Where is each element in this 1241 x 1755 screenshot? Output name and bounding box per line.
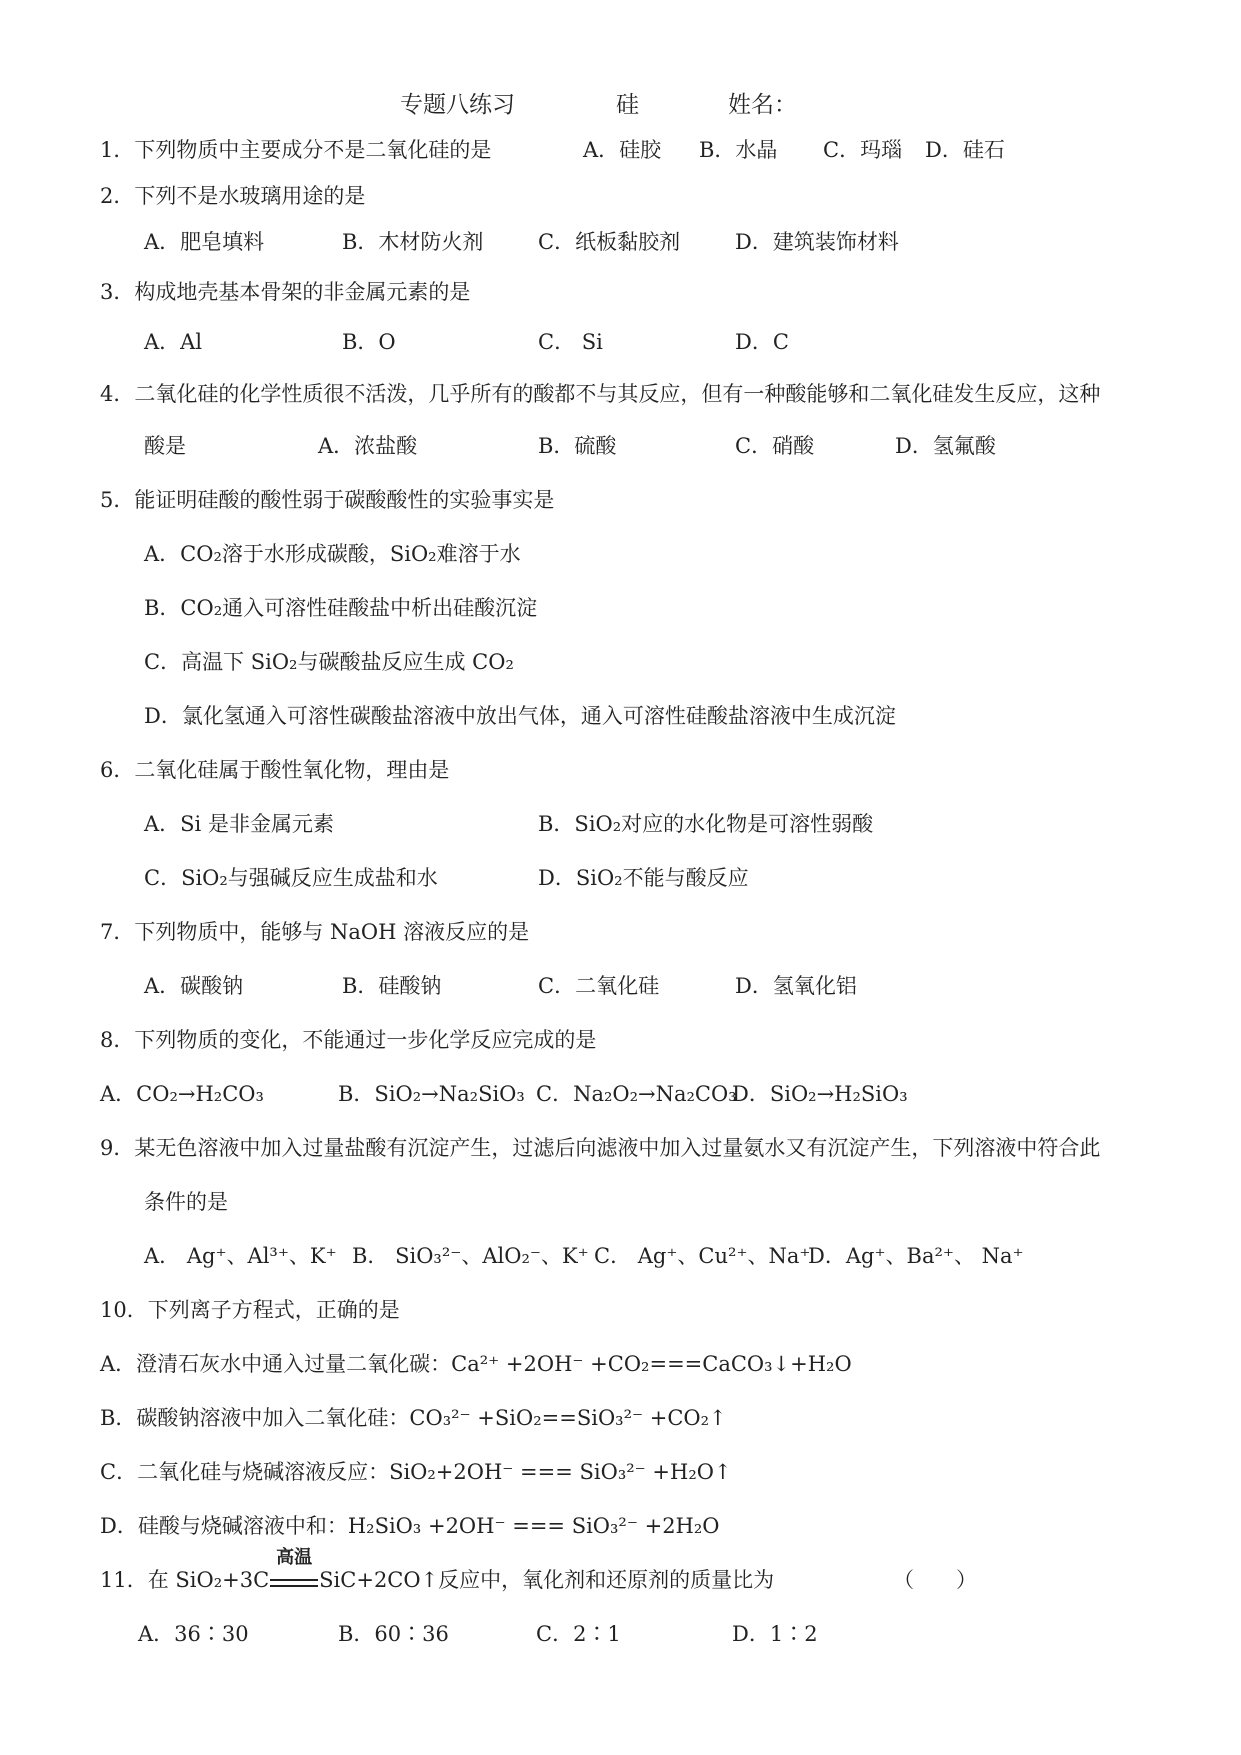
question-6-option-a: A．Si 是非金属元素 (144, 812, 334, 836)
question-10-option-a: A．澄清石灰水中通入过量二氧化碳：Ca²⁺ +2OH⁻ +CO₂===CaCO₃↓+H₂O (100, 1352, 852, 1376)
question-9-stem: 9．某无色溶液中加入过量盐酸有沉淀产生，过滤后向滤液中加入过量氨水又有沉淀产生，下列溶液中符合此 (100, 1136, 1101, 1160)
question-9-option-b: B． SiO₃²⁻、AlO₂⁻、K⁺ (352, 1244, 589, 1268)
question-1-option-a: A．硅胶 (583, 138, 662, 162)
reaction-condition (269, 1547, 319, 1594)
question-1-option-b: B．水晶 (699, 138, 778, 162)
question-9-stem-continued: 条件的是 (144, 1190, 228, 1214)
question-1-option-d: D．硅石 (925, 138, 1005, 162)
question-8-option-a: A．CO₂→H₂CO₃ (100, 1082, 264, 1106)
question-11-option-c: C．2∶1 (536, 1622, 621, 1646)
double-bar-equals-icon (270, 1579, 318, 1587)
worksheet-title: 专题八练习 (400, 92, 515, 118)
question-6-stem: 6．二氧化硅属于酸性氧化物，理由是 (100, 758, 450, 782)
question-7-option-d: D．氢氧化铝 (735, 974, 857, 998)
question-4-option-c: C．硝酸 (735, 434, 815, 458)
question-1-option-c: C．玛瑙 (823, 138, 903, 162)
question-11-option-b: B．60∶36 (338, 1622, 449, 1646)
question-9-option-a: A． Ag⁺、Al³⁺、K⁺ (144, 1244, 337, 1268)
question-4-option-d: D．氢氟酸 (895, 434, 996, 458)
question-4-stem: 4．二氧化硅的化学性质很不活泼，几乎所有的酸都不与其反应，但有一种酸能够和二氧化硅发生反应，这种 (100, 382, 1101, 406)
question-7-option-c: C．二氧化硅 (538, 974, 660, 998)
question-2-option-a: A．肥皂填料 (144, 230, 265, 254)
name-label: 姓名： (728, 92, 797, 118)
question-1-stem: 1．下列物质中主要成分不是二氧化硅的是 (100, 138, 492, 162)
question-4-option-a: A．浓盐酸 (318, 434, 418, 458)
worksheet-topic: 硅 (616, 92, 639, 118)
question-5-option-a: A．CO₂溶于水形成碳酸，SiO₂难溶于水 (144, 542, 521, 566)
question-11-option-a: A．36∶30 (138, 1622, 249, 1646)
question-10-option-b: B．碳酸钠溶液中加入二氧化硅：CO₃²⁻ +SiO₂==SiO₃²⁻ +CO₂↑ (100, 1406, 727, 1430)
question-11-stem-post: SiC+2CO↑反应中，氧化剂和还原剂的质量比为 (319, 1568, 775, 1592)
question-5-option-d: D．氯化氢通入可溶性碳酸盐溶液中放出气体，通入可溶性硅酸盐溶液中生成沉淀 (144, 704, 896, 728)
question-6-option-c: C．SiO₂与强碱反应生成盐和水 (144, 866, 438, 890)
question-9-option-c: C． Ag⁺、Cu²⁺、Na⁺ (594, 1244, 811, 1268)
reaction-condition-label: 高温 (276, 1547, 313, 1568)
question-10-stem: 10．下列离子方程式，正确的是 (100, 1298, 400, 1322)
question-3-option-b: B．O (342, 330, 396, 354)
question-9-option-d: D．Ag⁺、Ba²⁺、 Na⁺ (808, 1244, 1024, 1268)
question-7-option-b: B．硅酸钠 (342, 974, 442, 998)
question-8-option-c: C．Na₂O₂→Na₂CO₃ (536, 1082, 737, 1106)
question-2-stem: 2．下列不是水玻璃用途的是 (100, 184, 366, 208)
question-3-option-c: C． Si (538, 330, 603, 354)
question-8-stem: 8．下列物质的变化，不能通过一步化学反应完成的是 (100, 1028, 597, 1052)
question-4-stem-continued: 酸是 (144, 434, 186, 458)
question-5-stem: 5．能证明硅酸的酸性弱于碳酸酸性的实验事实是 (100, 488, 555, 512)
answer-bracket: （ ） (893, 1568, 977, 1592)
question-7-option-a: A．碳酸钠 (144, 974, 244, 998)
question-3-option-d: D．C (735, 330, 789, 354)
question-11-stem-pre: 11．在 SiO₂+3C (100, 1568, 270, 1592)
question-2-option-d: D．建筑装饰材料 (735, 230, 899, 254)
question-3-stem: 3．构成地壳基本骨架的非金属元素的是 (100, 280, 471, 304)
question-6-option-b: B．SiO₂对应的水化物是可溶性弱酸 (538, 812, 874, 836)
question-5-option-b: B．CO₂通入可溶性硅酸盐中析出硅酸沉淀 (144, 596, 538, 620)
question-10-option-c: C．二氧化硅与烧碱溶液反应：SiO₂+2OH⁻ === SiO₃²⁻ +H₂O↑ (100, 1460, 732, 1484)
question-8-option-b: B．SiO₂→Na₂SiO₃ (338, 1082, 525, 1106)
question-2-option-c: C．纸板黏胶剂 (538, 230, 681, 254)
question-7-stem: 7．下列物质中，能够与 NaOH 溶液反应的是 (100, 920, 530, 944)
question-11-option-d: D．1∶2 (732, 1622, 818, 1646)
question-4-option-b: B．硫酸 (538, 434, 617, 458)
question-3-option-a: A．Al (144, 330, 203, 354)
question-6-option-d: D．SiO₂不能与酸反应 (538, 866, 749, 890)
question-8-option-d: D．SiO₂→H₂SiO₃ (732, 1082, 908, 1106)
question-2-option-b: B．木材防火剂 (342, 230, 484, 254)
question-10-option-d: D．硅酸与烧碱溶液中和：H₂SiO₃ +2OH⁻ === SiO₃²⁻ +2H₂O (100, 1514, 720, 1538)
question-5-option-c: C．高温下 SiO₂与碳酸盐反应生成 CO₂ (144, 650, 514, 674)
question-11-stem (100, 1547, 775, 1594)
